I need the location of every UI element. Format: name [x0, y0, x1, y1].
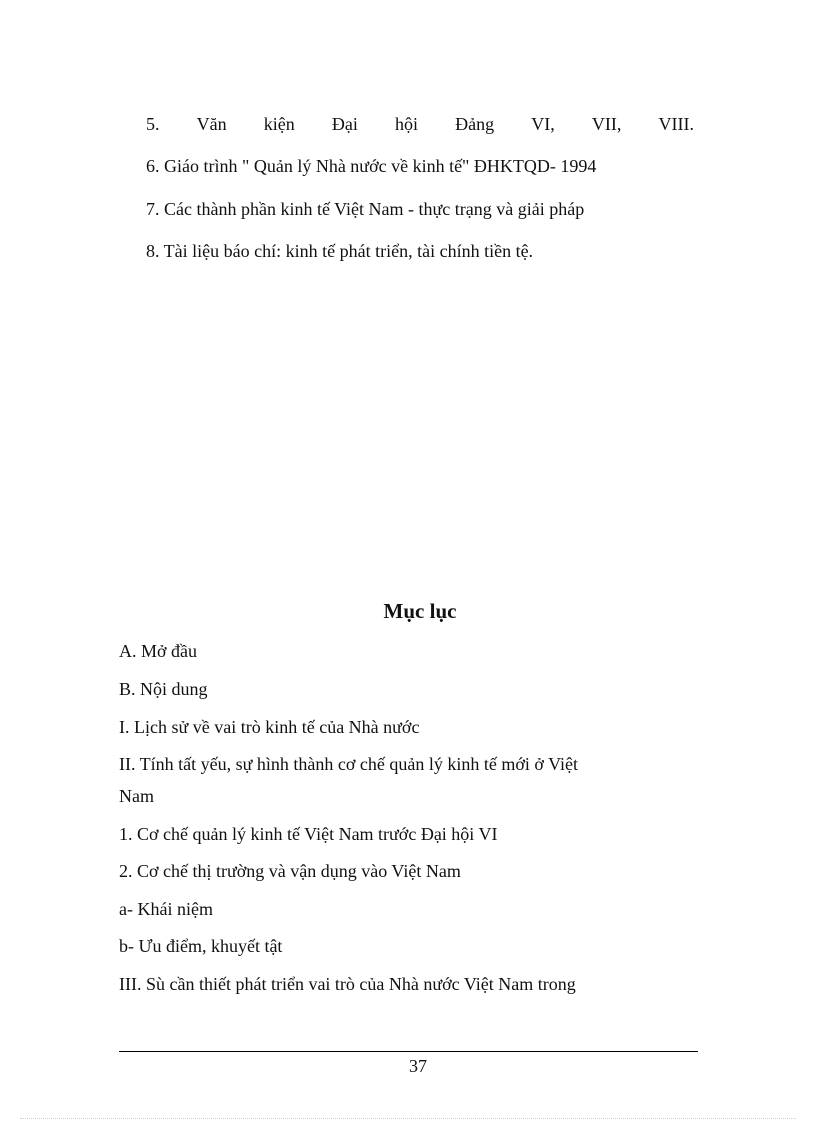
toc-entry: A. Mở đầu [119, 641, 198, 661]
toc-entry: 1. Cơ chế quản lý kinh tế Việt Nam trước Đại hội VI [119, 824, 498, 844]
reference-word: VI, [531, 114, 555, 134]
toc-entry: B. Nội dung [119, 679, 208, 699]
toc-entry: II. Tính tất yếu, sự hình thành cơ chế quản lý kinh tế mới ở Việt [119, 754, 578, 774]
footer-rule [119, 1051, 698, 1052]
reference-word: VII, [591, 114, 622, 134]
reference-word: Đại [331, 114, 358, 134]
reference-word: hội [395, 114, 419, 134]
reference-item-5 [146, 113, 694, 135]
toc-entry: Nam [119, 786, 154, 806]
reference-item-6: 6. Giáo trình " Quản lý Nhà nước về kinh tế" ĐHKTQD- 1994 [146, 156, 597, 176]
page-number: 37 [409, 1056, 427, 1076]
reference-word: Văn [196, 114, 227, 134]
reference-word: 5. [146, 114, 160, 134]
reference-item-7: 7. Các thành phần kinh tế Việt Nam - thực trạng và giải pháp [146, 199, 585, 219]
reference-item-8: 8. Tài liệu báo chí: kinh tế phát triển, tài chính tiền tệ. [146, 241, 534, 261]
toc-entry: 2. Cơ chế thị trường và vận dụng vào Việt Nam [119, 861, 461, 881]
toc-entry: III. Sù cần thiết phát triển vai trò của Nhà nước Việt Nam trong [119, 974, 576, 994]
reference-word: kiện [263, 114, 295, 134]
toc-entry: a- Khái niệm [119, 899, 213, 919]
page-edge-divider [20, 1118, 796, 1119]
reference-word: Đảng [455, 114, 495, 134]
toc-entry: I. Lịch sử về vai trò kinh tế của Nhà nước [119, 717, 420, 737]
reference-word: VIII. [658, 114, 694, 134]
toc-entry: b- Ưu điểm, khuyết tật [119, 936, 283, 956]
toc-title: Mục lục [383, 599, 457, 623]
